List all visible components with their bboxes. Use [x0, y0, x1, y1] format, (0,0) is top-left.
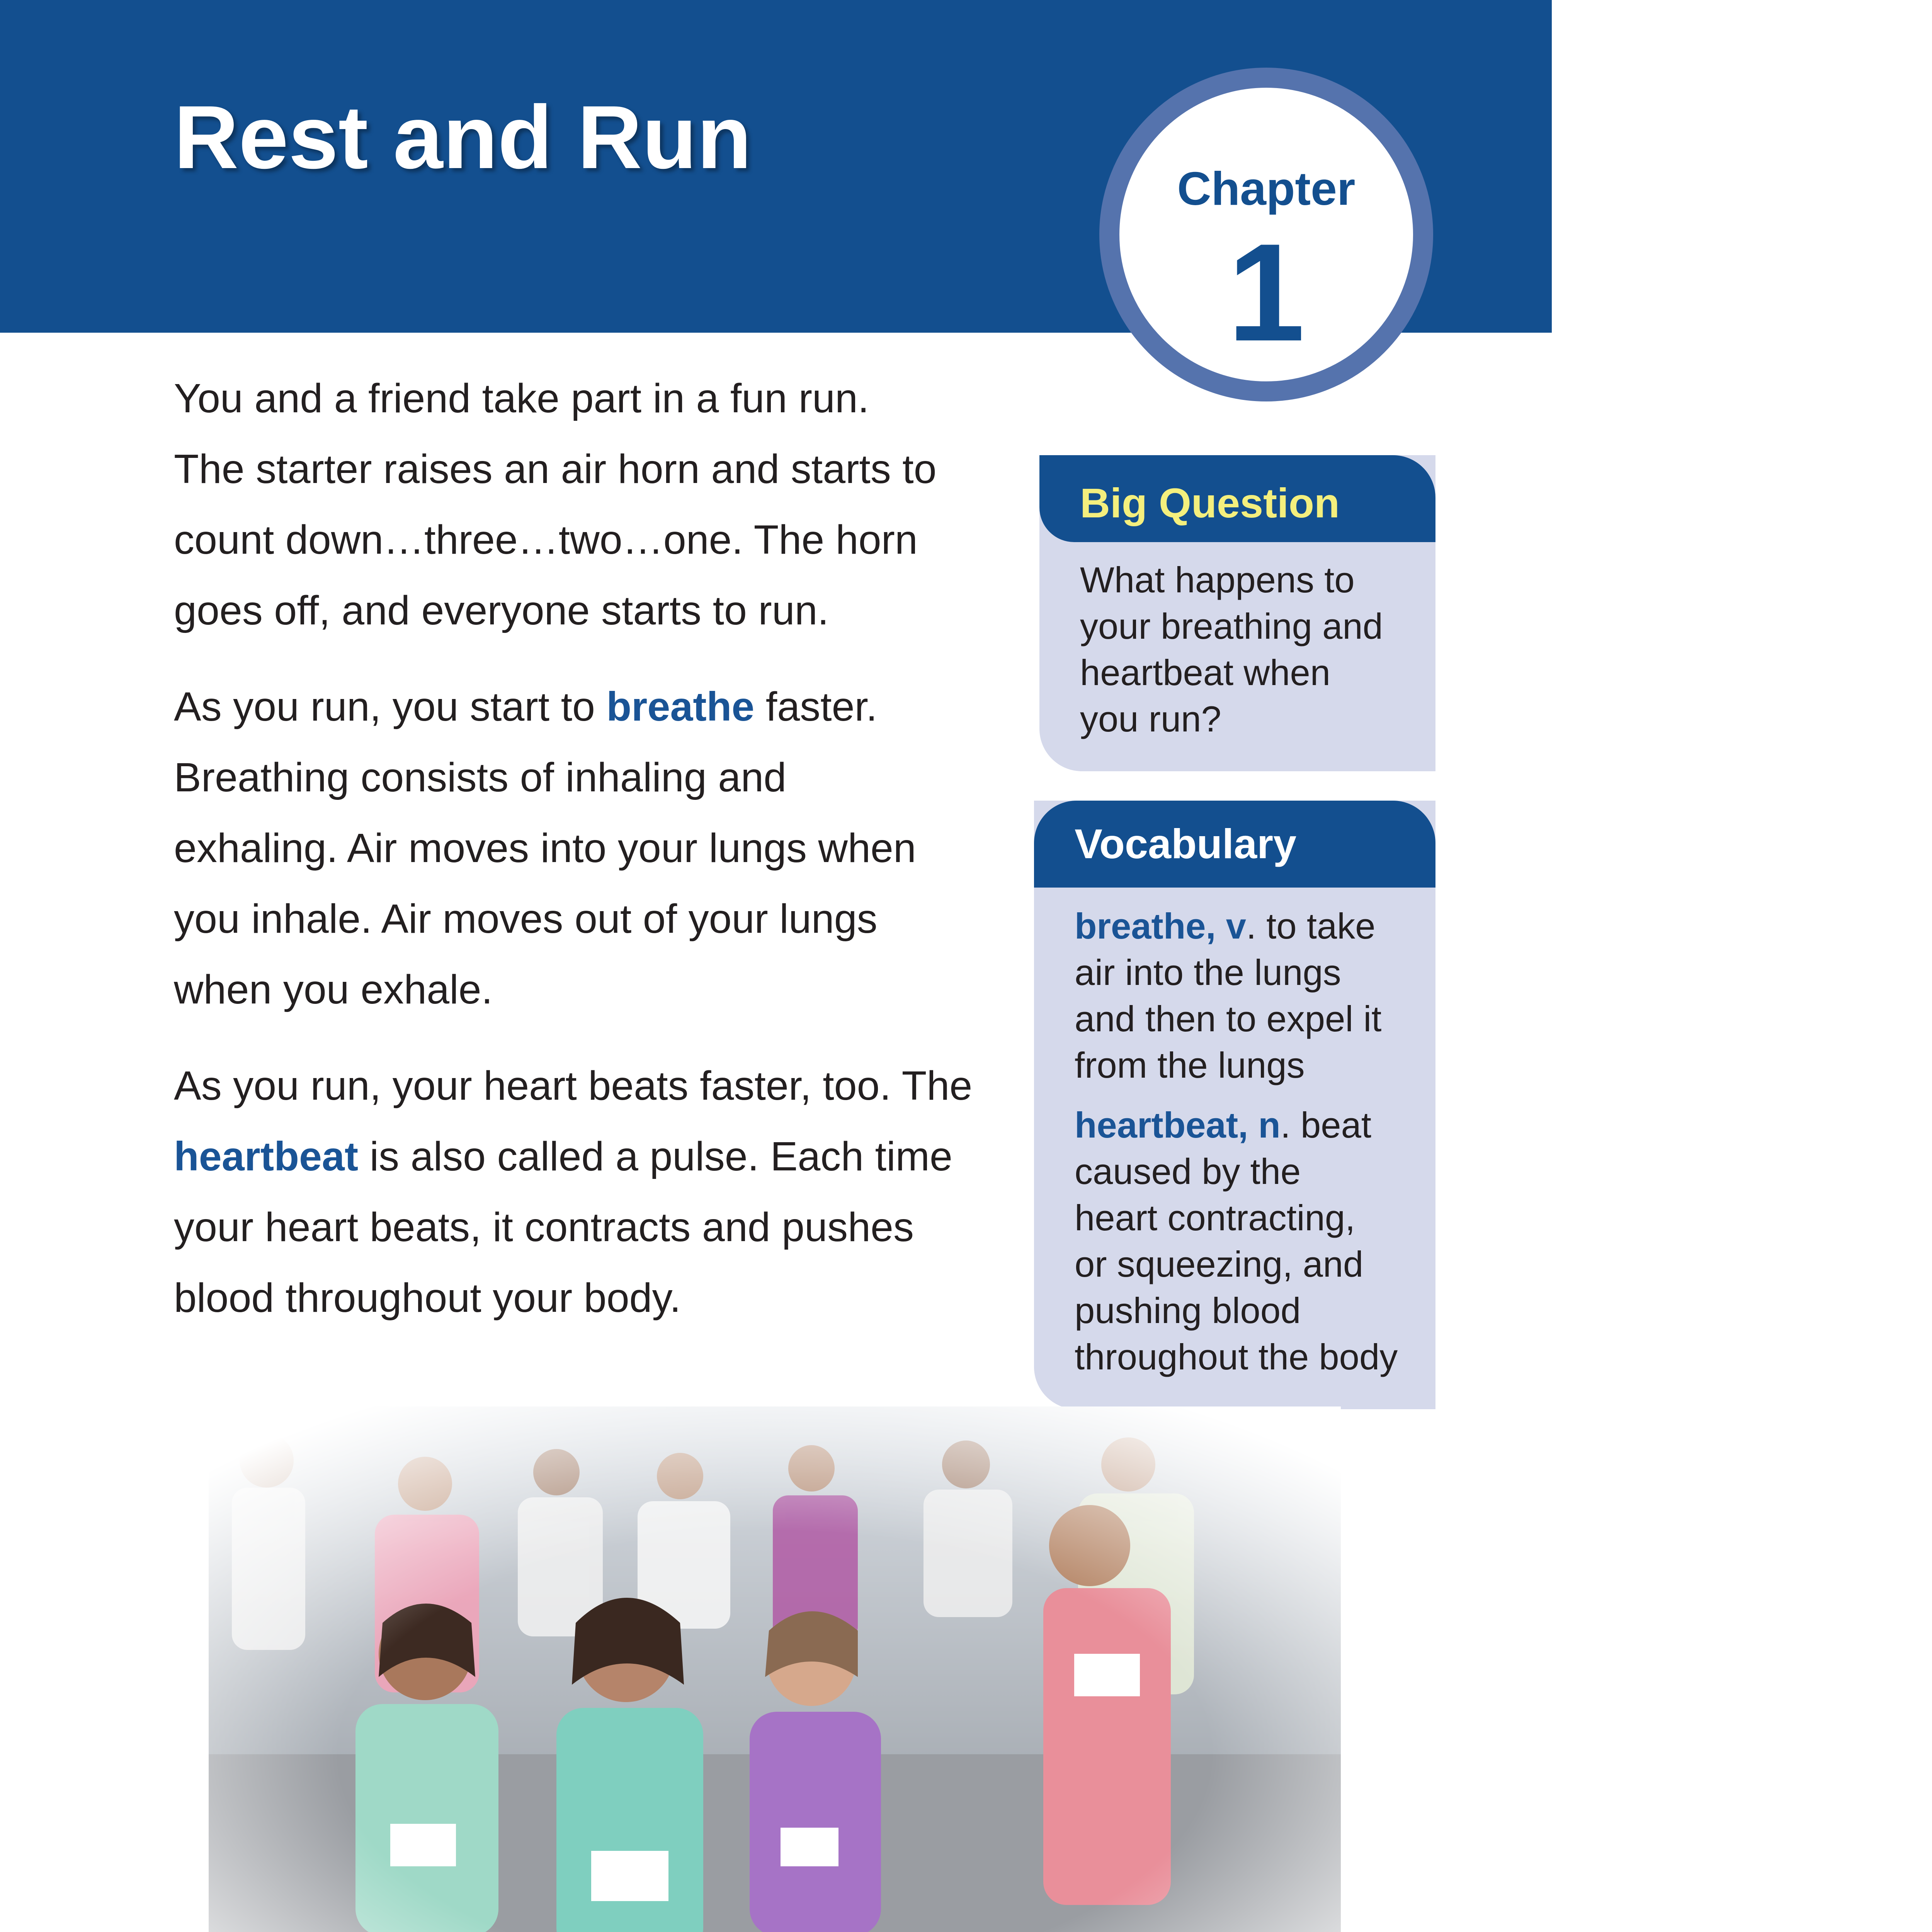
text-line: when you exhale. [174, 967, 493, 1012]
big-question-text [1039, 542, 1435, 742]
vocab-entry-heartbeat [1075, 1102, 1420, 1380]
paragraph-3 [174, 1051, 1024, 1333]
vocabulary-list [1034, 888, 1435, 1380]
text-line: You and a friend take part in a fun run. [174, 376, 869, 421]
big-question-box [1039, 455, 1435, 771]
paragraph-2 [174, 672, 1024, 1025]
vocab-definition-start: . beat [1280, 1105, 1371, 1145]
text-line: and then to expel it [1075, 998, 1382, 1039]
text-line: The starter raises an air horn and starts to [174, 446, 937, 492]
paragraph-1 [174, 363, 1024, 646]
text-line: exhaling. Air moves into your lungs when [174, 825, 916, 871]
text-line: you inhale. Air moves out of your lungs [174, 896, 878, 942]
keyword-heartbeat: heartbeat [174, 1134, 359, 1179]
vocab-term: breathe, v [1075, 906, 1247, 946]
vocab-definition-start: . to take [1246, 906, 1376, 946]
text-line: air into the lungs [1075, 952, 1341, 993]
vocab-term: heartbeat, n [1075, 1105, 1281, 1145]
text-line: your heart beats, it contracts and pushes [174, 1204, 914, 1250]
text-line [1075, 1102, 1420, 1148]
vocabulary-heading: Vocabulary [1034, 801, 1435, 888]
text-line [174, 672, 1024, 742]
text-line: throughout the body [1075, 1337, 1398, 1377]
text-line: heart contracting, [1075, 1197, 1355, 1238]
text-line: your breathing and [1080, 606, 1383, 646]
chapter-badge [1099, 68, 1433, 401]
keyword-breathe: breathe [606, 684, 755, 730]
vocab-entry-breathe [1075, 903, 1420, 1088]
text-line: heartbeat when [1080, 652, 1331, 693]
text-segment: As you run, you start to [174, 684, 607, 730]
text-line: What happens to [1080, 560, 1355, 600]
text-line: caused by the [1075, 1151, 1301, 1192]
vocabulary-box [1034, 801, 1435, 1409]
text-line: count down…three…two…one. The horn [174, 517, 918, 563]
text-line [174, 1121, 1024, 1192]
text-line: or squeezing, and [1075, 1244, 1364, 1284]
big-question-heading: Big Question [1039, 455, 1435, 542]
text-line: Breathing consists of inhaling and [174, 755, 787, 800]
text-line: goes off, and everyone starts to run. [174, 588, 829, 633]
chapter-number: 1 [1227, 215, 1305, 370]
body-text [174, 363, 1024, 1359]
text-line: you run? [1080, 699, 1221, 739]
text-line: blood throughout your body. [174, 1275, 681, 1321]
text-segment: faster. [754, 684, 878, 730]
text-line: from the lungs [1075, 1045, 1305, 1085]
chapter-label: Chapter [1177, 162, 1355, 215]
text-line: pushing blood [1075, 1290, 1301, 1331]
text-line [1075, 903, 1420, 949]
text-segment: is also called a pulse. Each time [358, 1134, 952, 1179]
page-title: Rest and Run [174, 87, 752, 187]
runners-photo [209, 1406, 1341, 1932]
text-line: As you run, your heart beats faster, too. The [174, 1063, 973, 1109]
